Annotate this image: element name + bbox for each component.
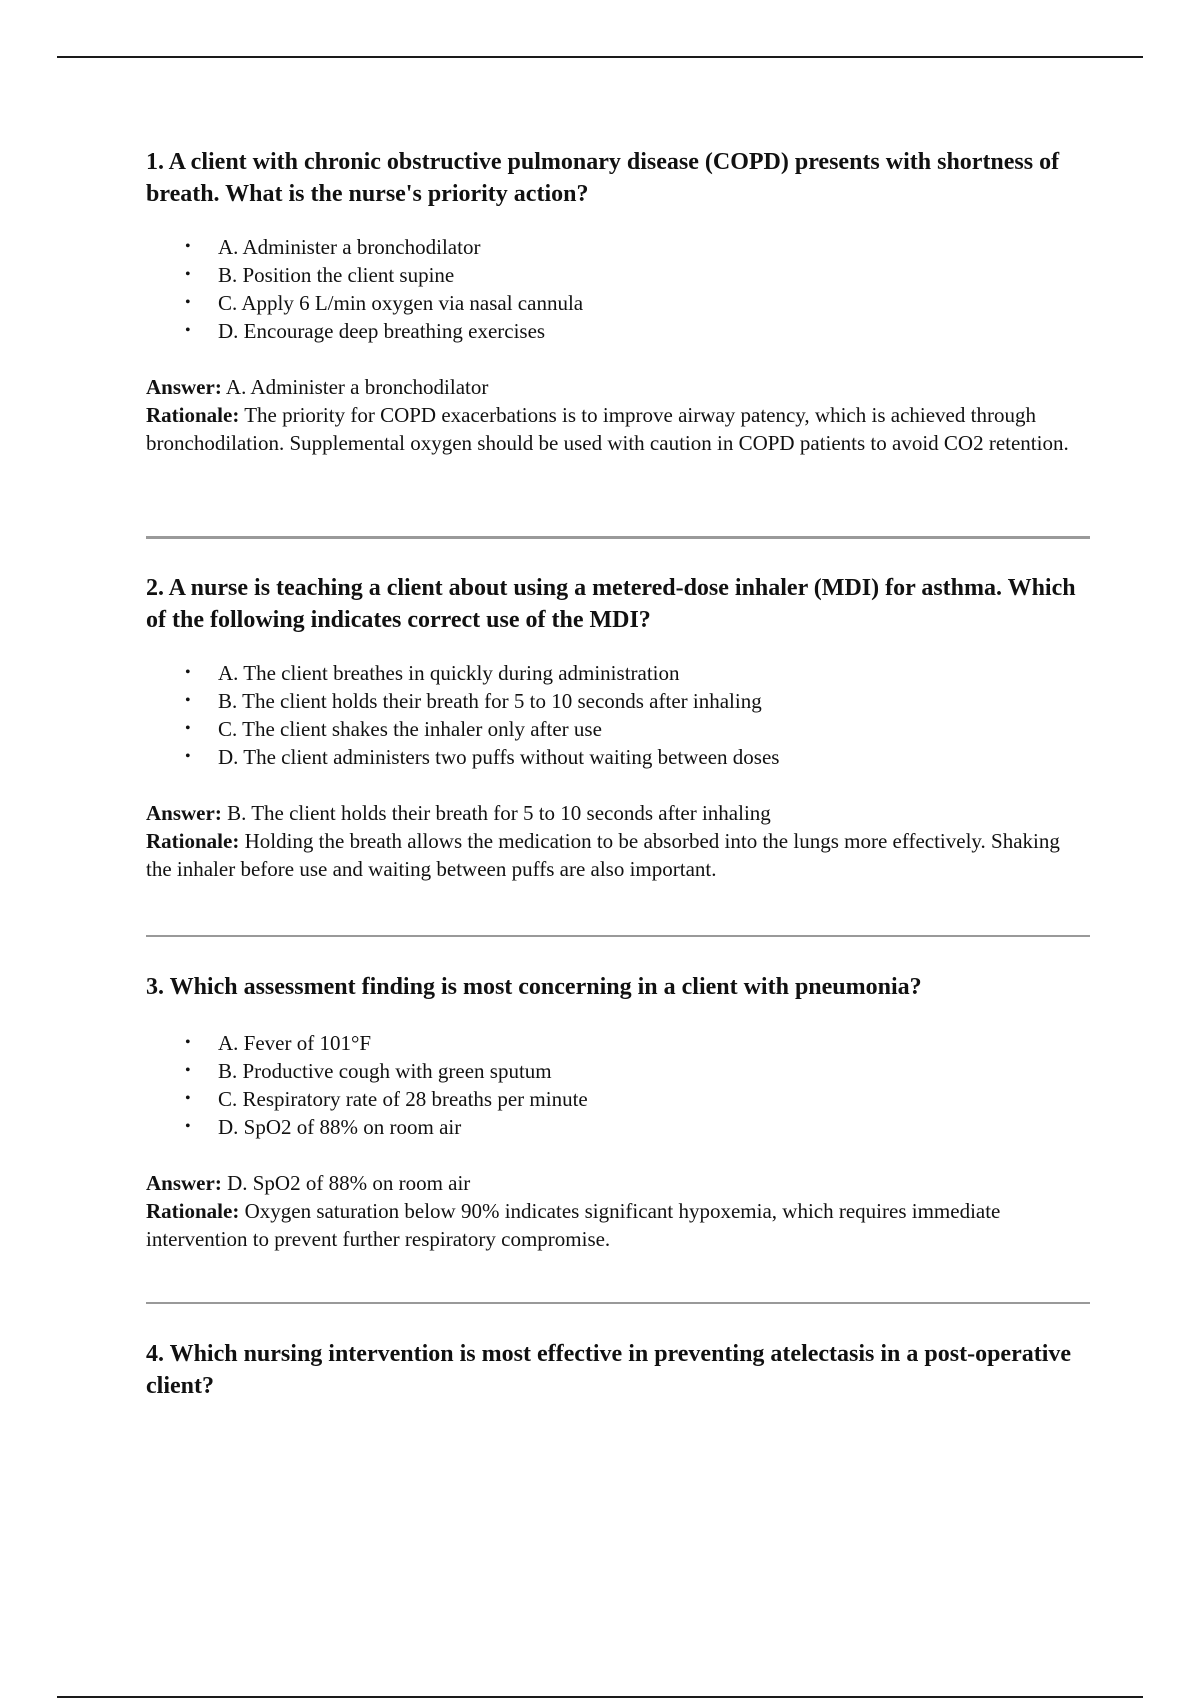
option-list	[146, 659, 1090, 771]
option-text: B. Position the client supine	[218, 263, 455, 287]
option-text: C. The client shakes the inhaler only after use	[218, 717, 602, 741]
bullet-icon: •	[185, 1062, 191, 1079]
rationale-text: Holding the breath allows the medication to be absorbed into the lungs more effectively. Shaking the inhaler before use and waiting between puffs are also important.	[146, 829, 1060, 881]
option-item	[146, 1085, 1090, 1113]
option-item	[146, 233, 1090, 261]
option-text: C. Apply 6 L/min oxygen via nasal cannula	[218, 291, 584, 315]
option-text: A. Administer a bronchodilator	[218, 235, 481, 259]
answer-line	[146, 373, 1090, 401]
option-text: B. Productive cough with green sputum	[218, 1059, 552, 1083]
option-text: D. SpO2 of 88% on room air	[218, 1115, 462, 1139]
option-item	[146, 1113, 1090, 1141]
option-text: B. The client holds their breath for 5 to 10 seconds after inhaling	[218, 689, 762, 713]
option-text: A. Fever of 101°F	[218, 1031, 372, 1055]
question-1	[146, 146, 1090, 457]
section-divider	[146, 1302, 1090, 1304]
bullet-icon: •	[185, 1090, 191, 1107]
rationale-line	[146, 401, 1090, 457]
section-divider	[146, 536, 1090, 539]
question-2	[146, 572, 1090, 883]
option-item	[146, 715, 1090, 743]
option-item	[146, 743, 1090, 771]
page-bottom-rule	[57, 1696, 1143, 1698]
bullet-icon: •	[185, 266, 191, 283]
option-text: D. Encourage deep breathing exercises	[218, 319, 546, 343]
answer-line	[146, 1169, 1090, 1197]
rationale-line	[146, 827, 1090, 883]
rationale-label: Rationale:	[146, 829, 240, 853]
page-top-rule	[57, 56, 1143, 58]
question-4	[146, 1338, 1090, 1402]
answer-text: D. SpO2 of 88% on room air	[227, 1171, 471, 1195]
bullet-icon: •	[185, 720, 191, 737]
option-text: D. The client administers two puffs without waiting between doses	[218, 745, 780, 769]
rationale-text: The priority for COPD exacerbations is to improve airway patency, which is achieved through bronchodilation. Supplemental oxygen should be used with caution in COPD patients to avoid CO2 retention.	[146, 403, 1069, 455]
answer-text: B. The client holds their breath for 5 to 10 seconds after inhaling	[227, 801, 771, 825]
bullet-icon: •	[185, 748, 191, 765]
rationale-label: Rationale:	[146, 403, 240, 427]
bullet-icon: •	[185, 322, 191, 339]
bullet-icon: •	[185, 664, 191, 681]
answer-line	[146, 799, 1090, 827]
option-list	[146, 1029, 1090, 1141]
answer-text: A. Administer a bronchodilator	[225, 375, 489, 399]
bullet-icon: •	[185, 238, 191, 255]
question-title: 3. Which assessment finding is most concerning in a client with pneumonia?	[146, 974, 922, 1000]
option-item	[146, 317, 1090, 345]
answer-block	[146, 1169, 1090, 1253]
rationale-text: Oxygen saturation below 90% indicates significant hypoxemia, which requires immediate intervention to prevent further respiratory compromise.	[146, 1199, 1001, 1251]
answer-label: Answer:	[146, 1171, 222, 1195]
option-text: A. The client breathes in quickly during administration	[218, 661, 680, 685]
question-title: 4. Which nursing intervention is most effective in preventing atelectasis in a post-operative client?	[146, 1341, 1072, 1399]
section-divider	[146, 935, 1090, 937]
question-3	[146, 971, 1090, 1253]
answer-block	[146, 799, 1090, 883]
answer-label: Answer:	[146, 375, 222, 399]
option-item	[146, 687, 1090, 715]
answer-label: Answer:	[146, 801, 222, 825]
option-list	[146, 233, 1090, 345]
rationale-line	[146, 1197, 1090, 1253]
option-item	[146, 1029, 1090, 1057]
rationale-label: Rationale:	[146, 1199, 240, 1223]
option-item	[146, 1057, 1090, 1085]
option-text: C. Respiratory rate of 28 breaths per minute	[218, 1087, 588, 1111]
answer-block	[146, 373, 1090, 457]
option-item	[146, 289, 1090, 317]
option-item	[146, 659, 1090, 687]
question-title: 1. A client with chronic obstructive pulmonary disease (COPD) presents with shortness of breath. What is the nurse's priority action?	[146, 149, 1060, 207]
bullet-icon: •	[185, 294, 191, 311]
question-title: 2. A nurse is teaching a client about using a metered-dose inhaler (MDI) for asthma. Which of the following indicates correct use of the MDI?	[146, 575, 1076, 633]
bullet-icon: •	[185, 1118, 191, 1135]
option-item	[146, 261, 1090, 289]
bullet-icon: •	[185, 1034, 191, 1051]
bullet-icon: •	[185, 692, 191, 709]
